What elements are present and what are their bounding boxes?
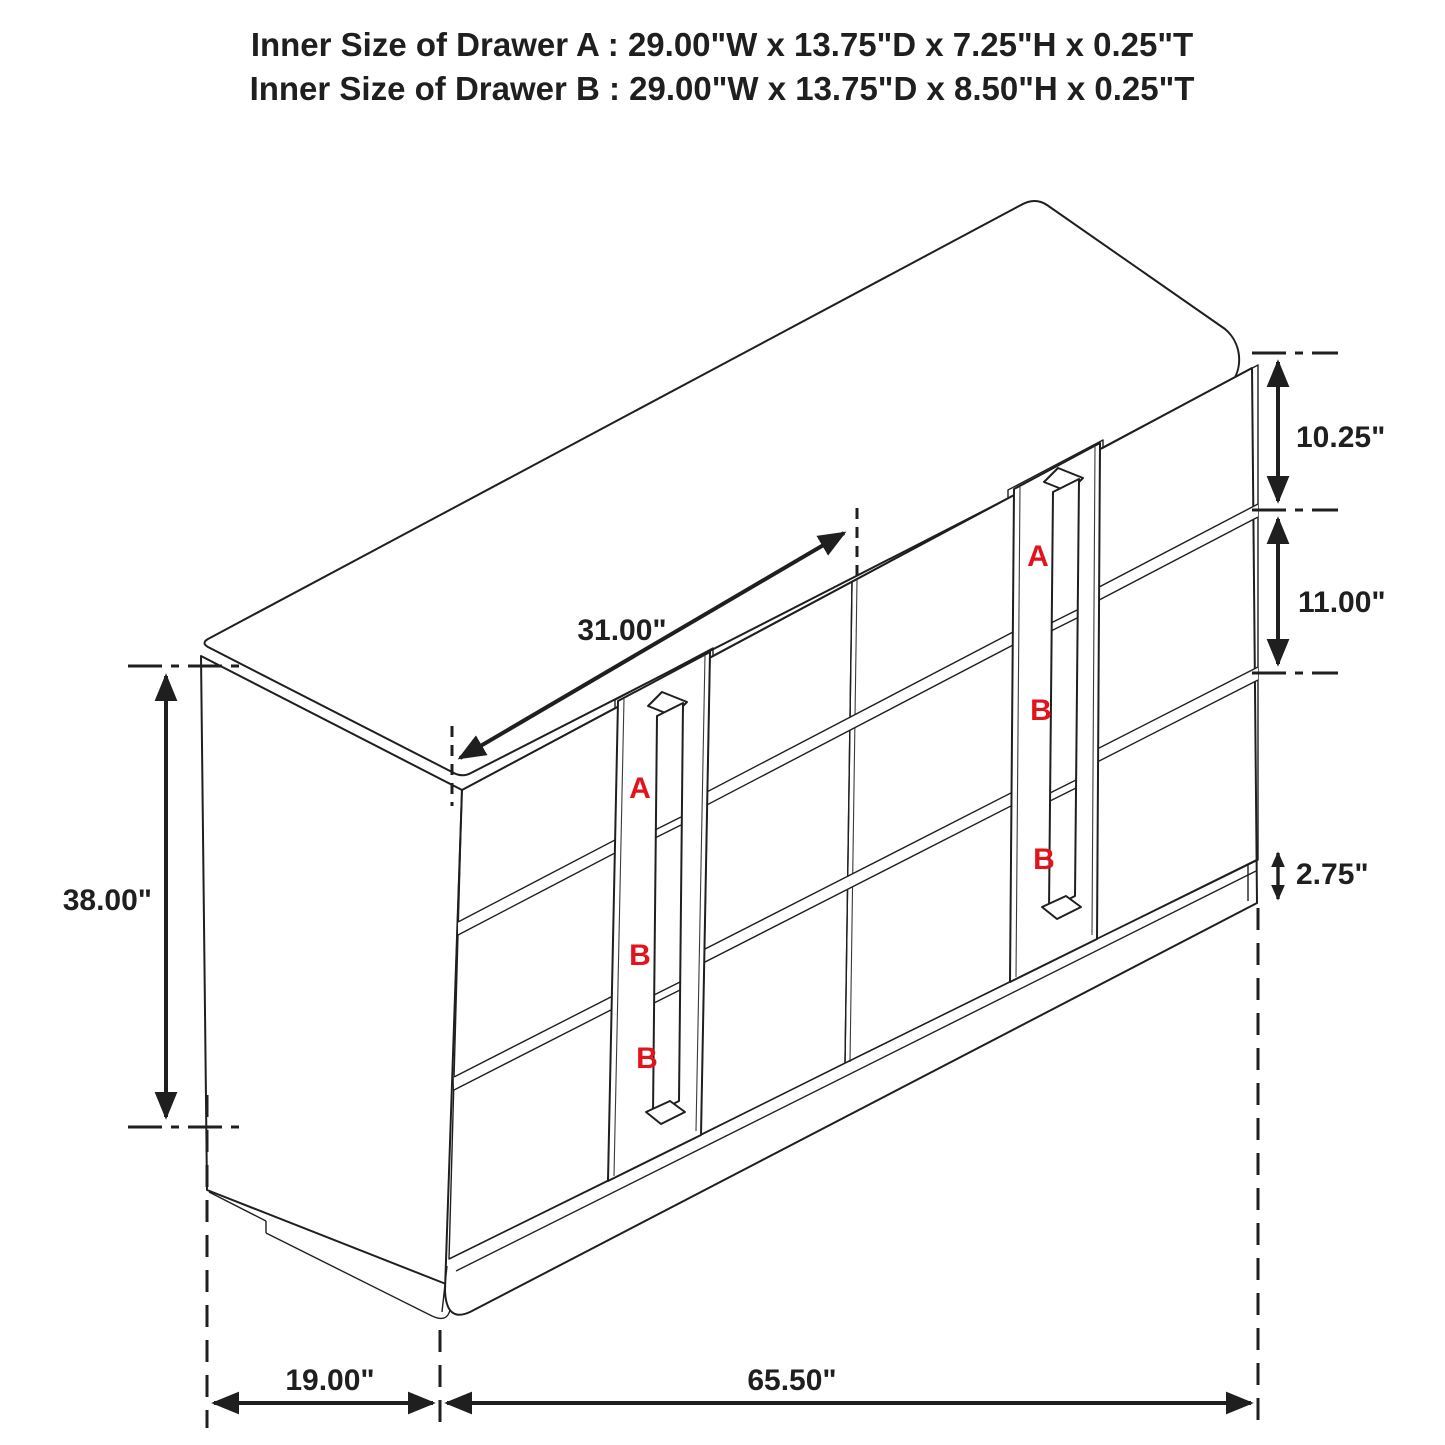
title-line-1: Inner Size of Drawer A : 29.00"W x 13.75"D x 7.25"H x 0.25"T — [250, 26, 1194, 63]
middle-drawer-height-label: 11.00" — [1298, 586, 1386, 619]
dimension-base-height — [1278, 853, 1369, 899]
drawer-label-left-b1: B — [629, 939, 651, 972]
drawer-label-left-b2: B — [636, 1042, 658, 1075]
overall-width-label: 65.50" — [747, 1364, 837, 1397]
top-drawer-height-label: 10.25" — [1296, 421, 1386, 454]
dimension-overall-depth — [214, 1364, 433, 1403]
drawer-label-left-a: A — [629, 772, 651, 805]
drawer-front-width-label: 31.00" — [577, 614, 667, 647]
dimension-right-drawer-heights — [1252, 353, 1386, 673]
base-height-label: 2.75" — [1296, 858, 1369, 891]
title-line-2: Inner Size of Drawer B : 29.00"W x 13.75"D x 8.50"H x 0.25"T — [249, 70, 1195, 107]
drawer-label-right-b2: B — [1033, 843, 1055, 876]
overall-depth-label: 19.00" — [285, 1364, 375, 1397]
drawer-label-right-b1: B — [1030, 694, 1052, 727]
drawer-label-right-a: A — [1027, 540, 1049, 573]
cabinet-drawing — [201, 201, 1258, 1318]
dimension-overall-width — [447, 1364, 1251, 1403]
title-block — [250, 26, 1195, 107]
overall-height-label: 38.00" — [62, 884, 152, 917]
